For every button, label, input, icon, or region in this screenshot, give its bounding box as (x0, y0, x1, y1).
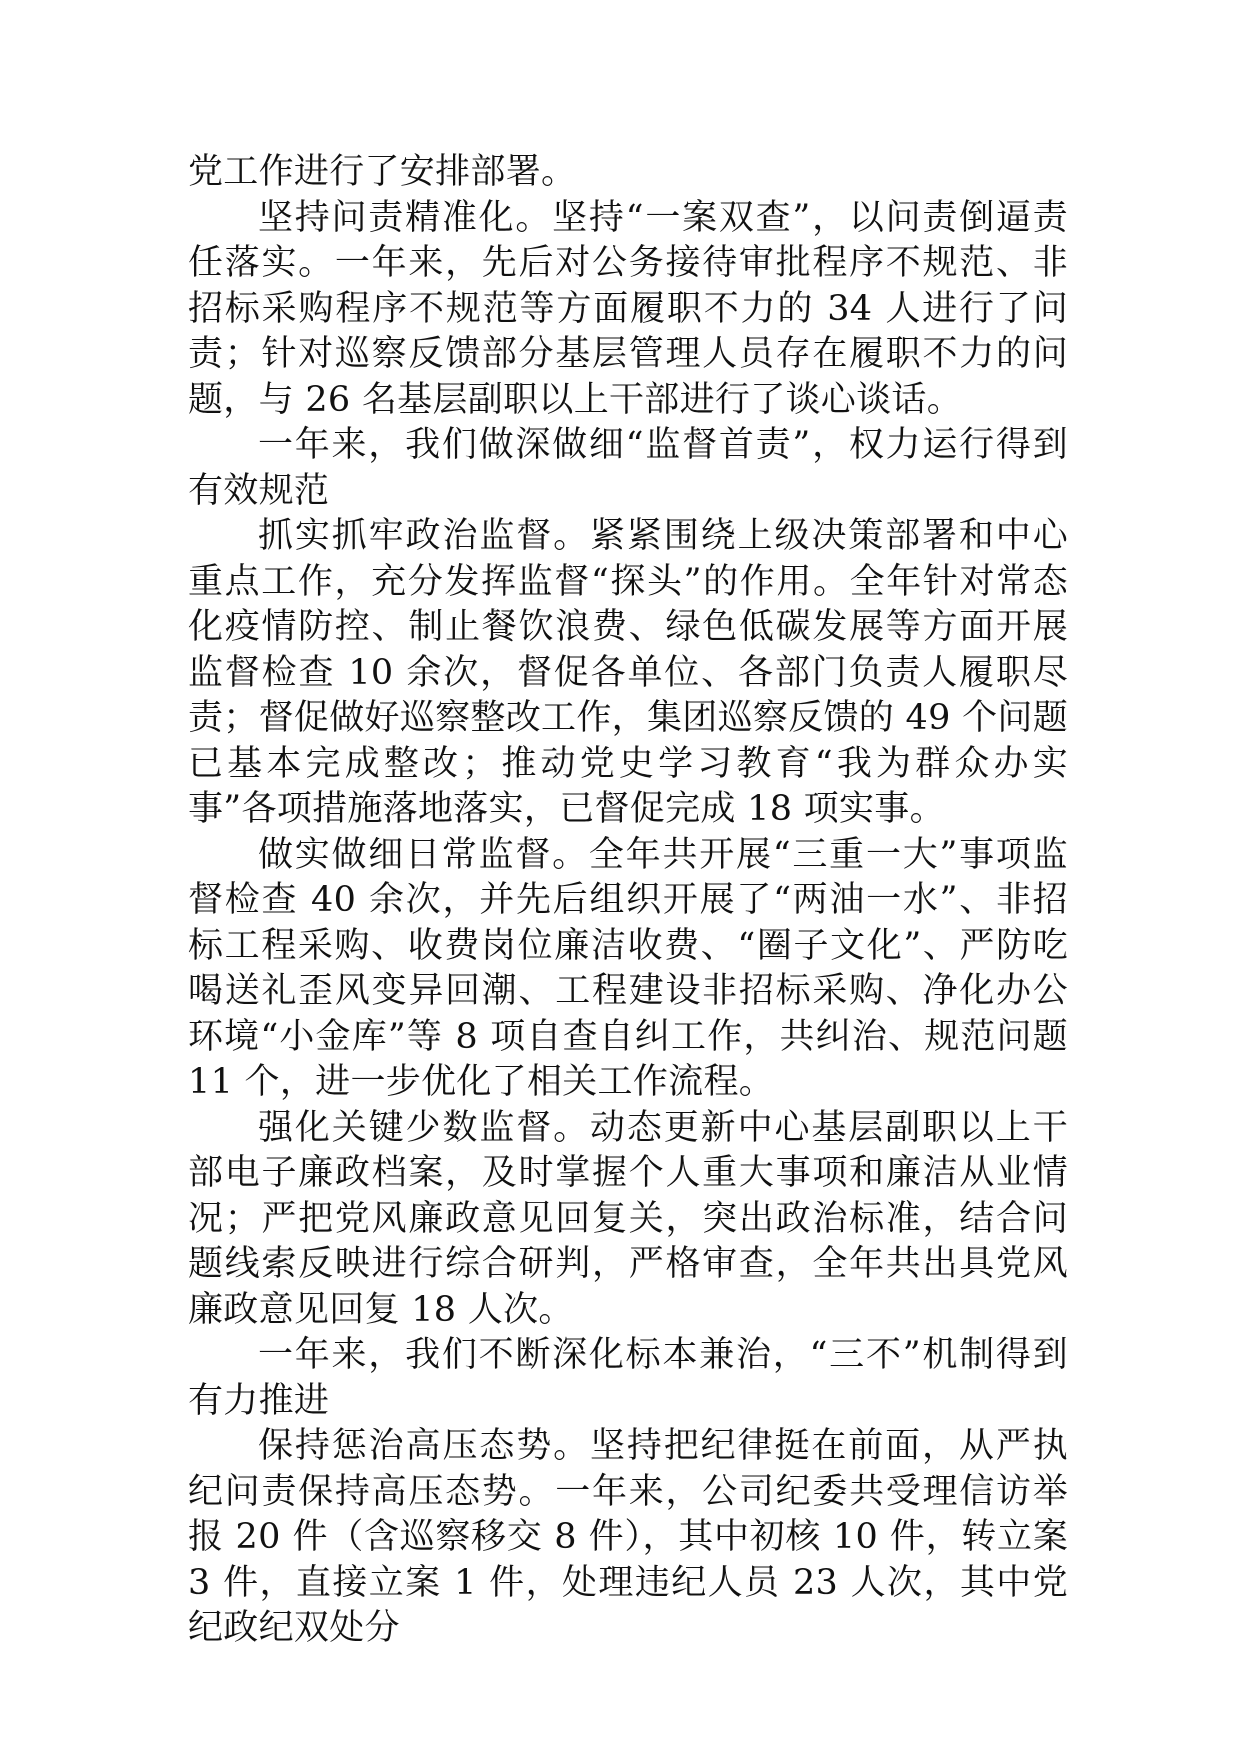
paragraph-punishment: 保持惩治高压态势。坚持把纪律挺在前面，从严执纪问责保持高压态势。一年来，公司纪委共受理信访举报 20 件（含巡察移交 8 件），其中初核 10 件，转立案 3 件，直接立案 1 件，处理违纪人员 23 人次，其中党纪政纪双处分 (188, 1426, 1068, 1648)
paragraph-daily-supervision: 做实做细日常监督。全年共开展“三重一大”事项监督检查 40 余次，并先后组织开展了“两油一水”、非招标工程采购、收费岗位廉洁收费、“圈子文化”、严防吃喝送礼歪风变异回潮、工程建设非招标采购、净化办公环境“小金库”等 8 项自查自纠工作，共纠治、规范问题 11 个，进一步优化了相关工作流程。 (188, 834, 1068, 1102)
paragraph-political-supervision: 抓实抓牢政治监督。紧紧围绕上级决策部署和中心重点工作，充分发挥监督“探头”的作用。全年针对常态化疫情防控、制止餐饮浪费、绿色低碳发展等方面开展监督检查 10 余次，督促各单位、各部门负责人履职尽责；督促做好巡察整改工作，集团巡察反馈的 49 个问题已基本完成整改；推动党史学习教育“我为群众办实事”各项措施落地落实，已督促完成 18 项实事。 (188, 516, 1068, 829)
paragraph-continuation: 党工作进行了安排部署。 (188, 152, 577, 192)
paragraph-heading-supervision: 一年来，我们做深做细“监督首责”，权力运行得到有效规范 (188, 425, 1068, 511)
paragraph-heading-three-no: 一年来，我们不断深化标本兼治，“三不”机制得到有力推进 (188, 1335, 1068, 1421)
document-body (188, 150, 1068, 1652)
paragraph-key-minority-supervision: 强化关键少数监督。动态更新中心基层副职以上干部电子廉政档案，及时掌握个人重大事项和廉洁从业情况；严把党风廉政意见回复关，突出政治标准，结合问题线索反映进行综合研判，严格审查，全年共出具党风廉政意见回复 18 人次。 (188, 1107, 1068, 1330)
paragraph-accountability: 坚持问责精准化。坚持“一案双查”，以问责倒逼责任落实。一年来，先后对公务接待审批程序不规范、非招标采购程序不规范等方面履职不力的 34 人进行了问责；针对巡察反馈部分基层管理人员存在履职不力的问题，与 26 名基层副职以上干部进行了谈心谈话。 (188, 197, 1068, 420)
